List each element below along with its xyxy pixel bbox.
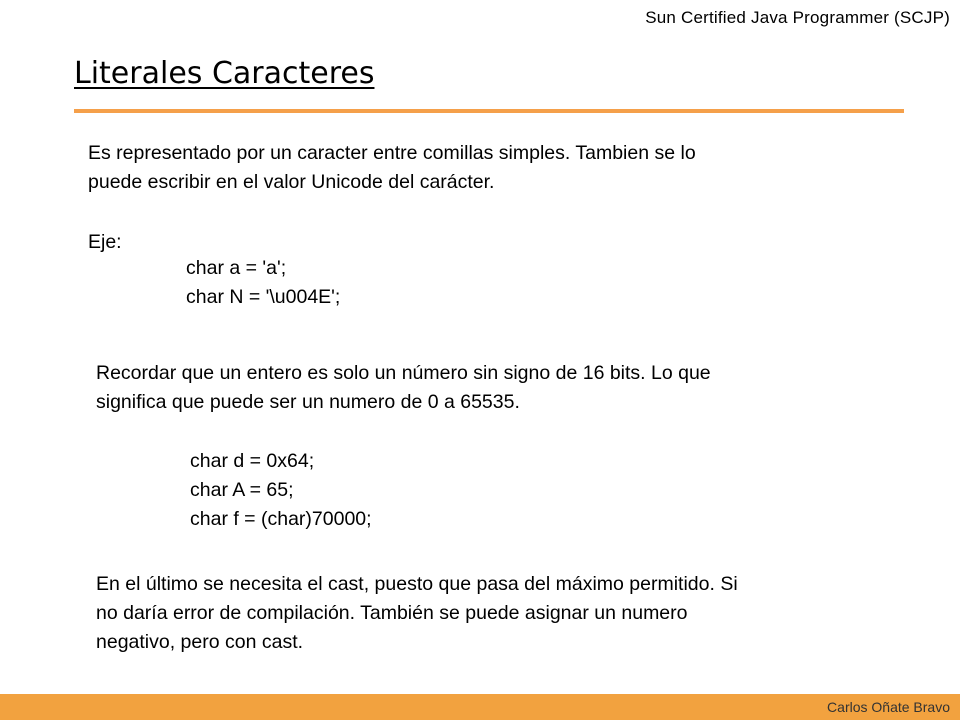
reminder-line-2: significa que puede ser un numero de 0 a 65535. (96, 391, 520, 413)
example-code-line-1: char a = 'a'; (186, 257, 287, 279)
footer-bar (0, 694, 960, 720)
conclusion-line-3: negativo, pero con cast. (96, 631, 304, 653)
example-label: Eje: (88, 231, 122, 253)
example-code-line-2: char N = '\u004E'; (186, 286, 341, 308)
intro-line-1: Es representado por un caracter entre comillas simples. Tambien se lo (88, 142, 696, 164)
slide-title: Literales Caracteres (74, 56, 375, 91)
footer-author: Carlos Oñate Bravo (827, 699, 950, 715)
title-underline-rule (74, 109, 904, 113)
reminder-line-1: Recordar que un entero es solo un número sin signo de 16 bits. Lo que (96, 362, 711, 384)
reminder-code-line-2: char A = 65; (190, 479, 294, 501)
header-course-title: Sun Certified Java Programmer (SCJP) (645, 8, 950, 27)
conclusion-line-1: En el último se necesita el cast, puesto que pasa del máximo permitido. Si (96, 573, 738, 595)
reminder-code-line-3: char f = (char)70000; (190, 508, 372, 530)
intro-line-2: puede escribir en el valor Unicode del carácter. (88, 171, 495, 193)
conclusion-line-2: no daría error de compilación. También se puede asignar un numero (96, 602, 688, 624)
reminder-code-line-1: char d = 0x64; (190, 450, 315, 472)
